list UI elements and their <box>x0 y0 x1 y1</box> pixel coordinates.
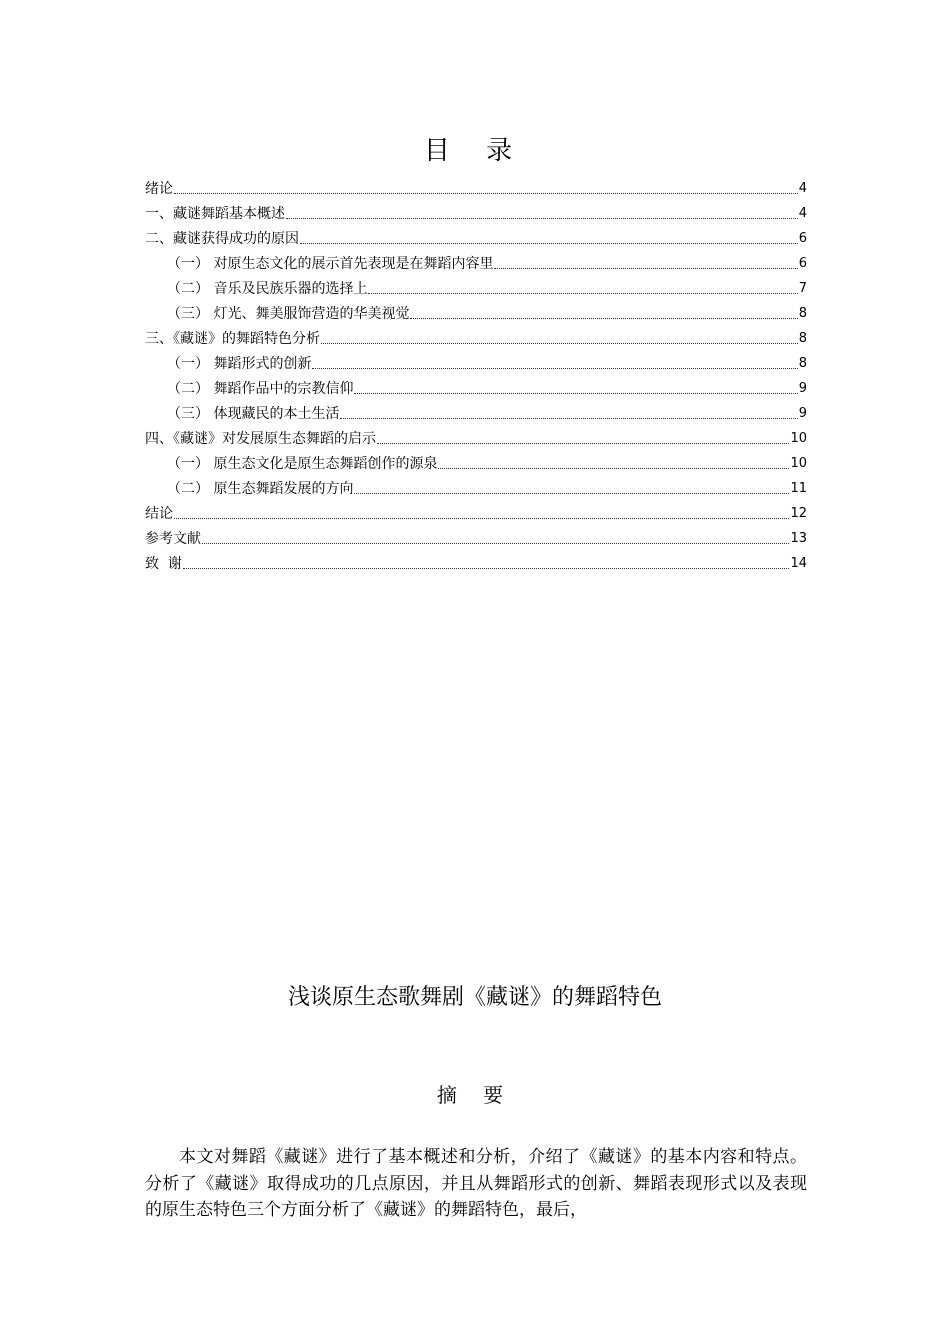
abstract-heading: 摘 要 <box>436 1083 514 1107</box>
toc-leader-dots <box>202 543 789 544</box>
toc-leader-dots <box>494 268 797 269</box>
toc-title: 目 录 <box>423 136 527 166</box>
toc-leader-dots <box>174 193 798 194</box>
toc-entry[interactable] <box>145 224 807 249</box>
toc-entry-label: （一） 对原生态文化的展示首先表现是在舞蹈内容里 <box>167 256 494 272</box>
toc-leader-dots <box>321 343 798 344</box>
toc-entry-label: （二） 原生态舞蹈发展的方向 <box>167 481 354 497</box>
toc-entry-page: 8 <box>798 356 807 371</box>
toc-entry[interactable] <box>145 274 807 299</box>
toc-entry-label: （二） 音乐及民族乐器的选择上 <box>167 281 368 297</box>
toc-entry-page: 8 <box>798 306 807 321</box>
toc-entry[interactable] <box>145 524 807 549</box>
toc-entry[interactable] <box>145 549 807 574</box>
toc-leader-dots <box>183 568 790 569</box>
toc-entry[interactable] <box>145 349 807 374</box>
toc-entry[interactable] <box>145 324 807 349</box>
toc-entry-page: 4 <box>798 206 807 221</box>
toc-entry[interactable] <box>145 374 807 399</box>
paper-title: 浅谈原生态歌舞剧《藏谜》的舞蹈特色 <box>287 985 662 1010</box>
toc-entry[interactable] <box>145 399 807 424</box>
toc-leader-dots <box>174 518 789 519</box>
abstract-body: 本文对舞蹈《藏谜》进行了基本概述和分析，介绍了《藏谜》的基本内容和特点。分析了《藏谜》取得成功的几点原因，并且从舞蹈形式的创新、舞蹈表现形式以及表现的原生态特色三个方面分析了《藏谜》的舞蹈特色，最后， <box>145 1147 807 1220</box>
toc-entry-page: 8 <box>798 331 807 346</box>
toc-entry-label: （二） 舞蹈作品中的宗教信仰 <box>167 381 354 397</box>
toc-leader-dots <box>438 468 789 469</box>
table-of-contents <box>145 174 807 574</box>
toc-entry-page: 12 <box>790 506 807 521</box>
toc-leader-dots <box>340 418 797 419</box>
toc-entry-page: 6 <box>798 231 807 246</box>
toc-leader-dots <box>354 393 797 394</box>
toc-entry-page: 9 <box>798 381 807 396</box>
toc-entry-page: 10 <box>790 456 807 471</box>
toc-entry-label: 四、《藏谜》对发展原生态舞蹈的启示 <box>145 431 376 447</box>
toc-leader-dots <box>354 493 789 494</box>
toc-entry-label: （一） 舞蹈形式的创新 <box>167 356 312 372</box>
toc-entry-label: 一、藏谜舞蹈基本概述 <box>145 206 285 222</box>
toc-entry-label: 二、藏谜获得成功的原因 <box>145 231 299 247</box>
toc-entry-page: 11 <box>790 481 807 496</box>
toc-entry-label: （三） 体现藏民的本土生活 <box>167 406 340 422</box>
toc-entry[interactable] <box>145 249 807 274</box>
toc-entry-page: 9 <box>798 406 807 421</box>
toc-entry-page: 4 <box>798 181 807 196</box>
toc-leader-dots <box>410 318 797 319</box>
toc-leader-dots <box>377 443 789 444</box>
toc-entry-label: 致 谢 <box>145 556 182 572</box>
toc-entry-label: 三、《藏谜》的舞蹈特色分析 <box>145 331 320 347</box>
toc-entry[interactable] <box>145 424 807 449</box>
toc-entry-page: 13 <box>790 531 807 546</box>
toc-entry[interactable] <box>145 474 807 499</box>
toc-entry[interactable] <box>145 199 807 224</box>
toc-entry-label: 绪论 <box>145 181 173 197</box>
toc-entry-page: 7 <box>798 281 807 296</box>
toc-entry-page: 10 <box>790 431 807 446</box>
toc-entry[interactable] <box>145 174 807 199</box>
toc-entry-label: （一） 原生态文化是原生态舞蹈创作的源泉 <box>167 456 438 472</box>
toc-entry[interactable] <box>145 499 807 524</box>
toc-entry[interactable] <box>145 449 807 474</box>
toc-entry-label: 结论 <box>145 506 173 522</box>
toc-leader-dots <box>286 218 798 219</box>
toc-entry-page: 14 <box>790 556 807 571</box>
toc-leader-dots <box>300 243 798 244</box>
toc-leader-dots <box>312 368 797 369</box>
toc-entry-page: 6 <box>798 256 807 271</box>
toc-entry-label: （三） 灯光、舞美服饰营造的华美视觉 <box>167 306 410 322</box>
toc-entry[interactable] <box>145 299 807 324</box>
toc-entry-label: 参考文献 <box>145 531 201 547</box>
toc-leader-dots <box>368 293 797 294</box>
